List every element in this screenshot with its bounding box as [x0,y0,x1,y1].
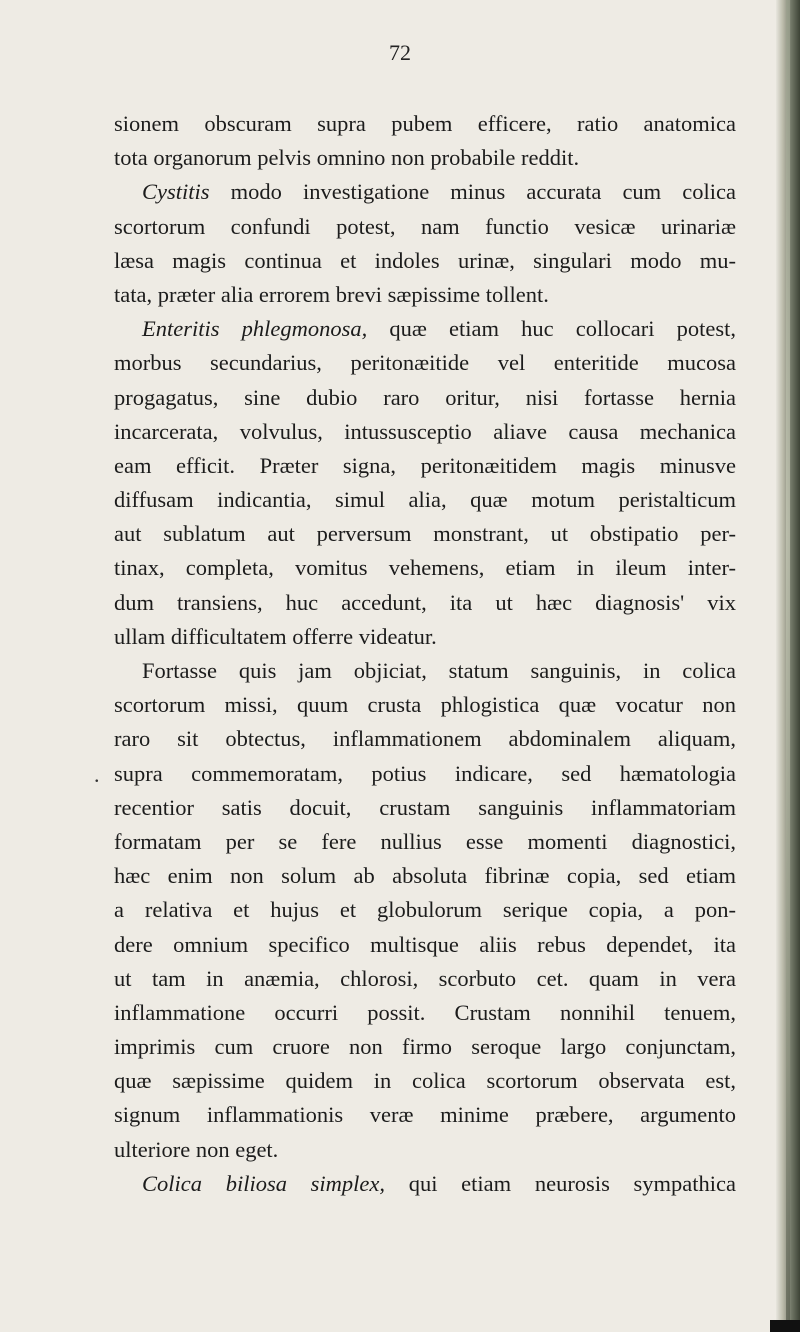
scan-corner-mark [770,1320,800,1332]
text-segment: aut sublatum aut perversum monstrant, ut obstipatio per- [114,521,736,547]
text-line [114,620,736,654]
text-segment: progagatus, sine dubio raro oritur, nisi fortasse hernia [114,384,736,410]
text-segment: ulteriore non eget. [114,1136,279,1162]
italic-term: Cystitis [142,179,210,205]
italic-term: Colica biliosa simplex, [142,1170,386,1196]
text-line [114,278,736,312]
text-line [114,791,736,825]
text-line [114,757,736,791]
text-line [114,107,736,141]
text-segment: quæ etiam huc collocari potest, [367,316,737,342]
text-segment: signum inflammationis veræ minime præbere, argumento [114,1102,736,1128]
text-line [114,1133,736,1167]
page-number: 72 [389,40,411,65]
text-segment: diffusam indicantia, simul alia, quæ motum peristalticum [114,487,736,513]
text-line [114,312,736,346]
text-segment: dere omnium specifico multisque aliis rebus dependet, ita [114,931,736,957]
text-segment: Fortasse quis jam objiciat, statum sanguinis, in colica [142,658,736,683]
text-segment: dum transiens, huc accedunt, ita ut hæc diagnosis' vix [114,589,736,615]
text-segment: formatam per se fere nullius esse momenti diagnostici, [114,828,736,854]
text-line [114,688,736,722]
text-segment: sionem obscuram supra pubem efficere, ratio anatomica [114,111,736,136]
text-line [114,381,736,415]
text-line [114,415,736,449]
text-line [114,962,736,996]
text-line [114,210,736,244]
text-segment: eam efficit. Præter signa, peritonæitidem magis minusve [114,452,736,478]
text-line [114,654,736,688]
text-segment: supra commemoratam, potius indicare, sed hæmatologia [114,760,736,786]
text-line [114,517,736,551]
text-line [114,1030,736,1064]
text-segment: imprimis cum cruore non firmo seroque largo conjunctam, [114,1034,736,1060]
page-edge-highlight [786,0,790,1332]
text-segment: tinax, completa, vomitus vehemens, etiam in ileum inter- [114,555,736,581]
text-line [114,551,736,585]
text-segment: a relativa et hujus et globulorum serique copia, a pon- [114,897,736,923]
text-segment: scortorum missi, quum crusta phlogistica quæ vocatur non [114,692,736,718]
text-line [114,483,736,517]
text-segment: qui etiam neurosis sympathica [385,1170,736,1196]
text-line [114,244,736,278]
text-segment: modo investigatione minus accurata cum colica [209,179,736,205]
text-segment: læsa magis continua et indoles urinæ, singulari modo mu- [114,247,736,273]
text-segment: hæc enim non solum ab absoluta fibrinæ copia, sed etiam [114,863,736,889]
text-line [114,449,736,483]
text-segment: raro sit obtectus, inflammationem abdominalem aliquam, [114,726,736,752]
text-line [114,996,736,1030]
text-line [114,1167,736,1201]
text-line [114,141,736,175]
text-segment: incarcerata, volvulus, intussusceptio aliave causa mechanica [114,418,736,444]
text-segment: quæ sæpissime quidem in colica scortorum observata est, [114,1068,736,1094]
text-segment: recentior satis docuit, crustam sanguinis inflammatoriam [114,794,736,820]
text-line [114,859,736,893]
text-line [114,1064,736,1098]
text-line [114,175,736,209]
text-segment: scortorum confundi potest, nam functio vesicæ urinariæ [114,213,736,239]
text-line [114,722,736,756]
text-line [114,1098,736,1132]
text-segment: ullam difficultatem offerre videatur. [114,623,437,649]
body-text [114,107,736,1201]
text-line [114,346,736,380]
stray-print-mark: . [94,762,100,787]
text-segment: ut tam in anæmia, chlorosi, scorbuto cet. quam in vera [114,965,736,991]
text-line [114,825,736,859]
text-segment: inflammatione occurri possit. Crustam nonnihil tenuem, [114,999,736,1025]
text-segment: morbus secundarius, peritonæitide vel enteritide mucosa [114,350,736,376]
text-line [114,893,736,927]
text-segment: tota organorum pelvis omnino non probabile reddit. [114,145,580,171]
text-segment: tata, præter alia errorem brevi sæpissime tollent. [114,281,549,307]
text-line [114,928,736,962]
text-line [114,586,736,620]
italic-term: Enteritis phlegmonosa, [142,316,368,342]
